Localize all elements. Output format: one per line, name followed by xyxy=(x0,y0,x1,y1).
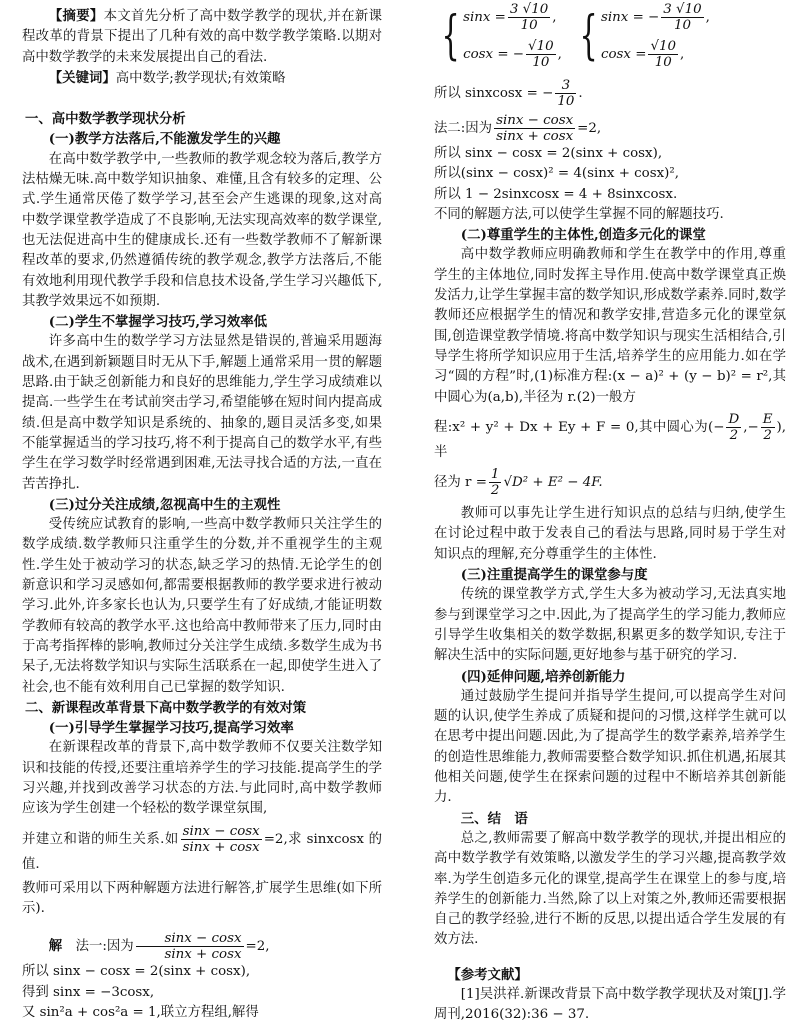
subsection-2-2-title: (二)尊重学生的主体性,创造多元化的课堂 xyxy=(460,227,706,244)
method-1-step-1: 所以 sinx − cosx = 2(sinx + cosx), xyxy=(22,964,251,980)
subsection-2-4-paragraph: 通过鼓励学生提问并指导学生提问,可以提高学生对问题的认识,使学生养成了质疑和提问的习惯,这样学生就可以在思考中提出问题.因此,为了提高学生的数学素养,培养学生的创造性思维能力,教师需要整合数学知识.抓住机遇,拓展其他相关问题,使学生在探索问题的过程中不断培养其创新能力. xyxy=(434,688,786,806)
left-brace: { xyxy=(579,6,598,66)
keywords-label: 【关键词】 xyxy=(48,69,116,86)
fraction-numerator: sinx − cosx xyxy=(496,113,574,128)
fraction-sc-problem xyxy=(181,824,262,855)
sys2-sin-label: sinx = − xyxy=(600,10,660,25)
system-rows xyxy=(463,2,562,70)
subsection-1-2-title: (二)学生不掌握学习技巧,学习效率低 xyxy=(48,314,267,331)
circle-radius-root: √D² + E² − 4F. xyxy=(503,475,603,491)
method-1-eq: =2, xyxy=(245,939,270,955)
keywords xyxy=(22,68,382,89)
fraction-root10 xyxy=(648,39,678,70)
fraction-d-over-2 xyxy=(726,412,741,443)
method-2-step-3: 所以 1 − 2sinxcosx = 4 + 8sinxcosx. xyxy=(434,186,678,202)
comma: , xyxy=(680,47,685,62)
subsection-2-4-title: (四)延伸问题,培养创新能力 xyxy=(460,668,626,685)
system-rows xyxy=(601,2,710,70)
fraction-numerator: 1 xyxy=(490,467,500,483)
example-problem-line xyxy=(22,824,382,875)
method-2-step-2: 所以(sinx − cosx)² = 4(sinx + cosx)², xyxy=(434,166,680,182)
fraction-e-over-2 xyxy=(761,412,775,443)
period: . xyxy=(578,86,583,101)
circle-general-lead: 程:x² + y² + Dx + Ey + F = 0,其中圆心为 xyxy=(434,419,709,435)
subsection-2-1-paragraph: 在新课程改革的背景下,高中数学教师不仅要关注数学知识和技能的传授,还要注重培养学生的学习技能.提高学生的学习兴趣,并找到改善学习状态的方法.与此同时,高中数学教师应该为学生创建一个轻松的数学课堂氛围, xyxy=(22,740,382,817)
left-brace: { xyxy=(441,6,460,66)
fraction-denominator: sinx + cosx xyxy=(496,129,574,144)
system-1-row-2 xyxy=(463,39,562,70)
circle-general-tail: ,半 xyxy=(434,419,786,460)
subsection-2-1-title: (一)引导学生掌握学习技巧,提高学习效率 xyxy=(48,720,294,737)
method-2-line xyxy=(434,113,786,144)
section-1-title: 一、高中数学教学现状分析 xyxy=(25,111,186,128)
fraction-numerator: 3 xyxy=(555,78,576,94)
fraction-denominator: sinx + cosx xyxy=(164,947,242,963)
solution-label: 解 xyxy=(48,938,63,955)
fraction-numerator: 3 √10 xyxy=(663,2,702,17)
example-problem-lead: 并建立和谐的师生关系.如 xyxy=(22,831,179,847)
section-3-title: 三、结 语 xyxy=(460,810,528,827)
subsection-2-1-paragraph-2: 教师可采用以下两种解题方法进行解答,扩展学生思维(如下所示). xyxy=(22,880,382,917)
comma: , xyxy=(557,47,562,62)
abstract-label: 【摘要】 xyxy=(48,8,104,24)
comma: , xyxy=(705,10,710,25)
abstract xyxy=(22,6,382,68)
fraction-numerator: D xyxy=(728,411,740,427)
method-2-label: 法二:因为 xyxy=(434,121,493,136)
fraction-3-over-10 xyxy=(555,78,576,109)
method-2-step-4: 不同的解题方法,可以使学生掌握不同的解题技巧. xyxy=(434,206,724,222)
fraction-denominator: 10 xyxy=(673,18,691,33)
fraction-3root10 xyxy=(661,2,703,33)
product-result-lead: 所以 sinxcosx = − xyxy=(434,86,554,101)
equation-systems xyxy=(434,2,786,70)
fraction-denominator: 10 xyxy=(654,55,672,70)
method-1-step-3: 又 sin²a + cos²a = 1,联立方程组,解得 xyxy=(22,1005,259,1021)
method-2-eq: =2, xyxy=(577,121,602,136)
equation-system-2 xyxy=(572,2,710,70)
subsection-2-2-paragraph: 高中数学教师应明确教师和学生在教学中的作用,尊重学生的主体地位,同时发挥主导作用.使高中数学课堂真正焕发活力,让学生掌握丰富的数学知识,形成数学素养.同时,数学教师还应根据学生的情况和教学安排,营造多元化的课堂氛围,创造课堂教学情境.将高中数学知识与现实生活相结合,引导学生将所学知识应用于生活,培养学生的应用能力.如在学习“圆的方程”时,(1)标准方程:(x − a)² + (y − b)² = r²,其中圆心为(a,b),半径为 r.(2)一般方 xyxy=(434,247,786,405)
references-title: 【参考文献】 xyxy=(447,966,528,983)
subsection-2-3-paragraph: 传统的课堂教学方式,学生大多为被动学习,无法真实地参与到课堂学习之中.因此,为了提高学生的学习能力,教师应引导学生收集相关的数学数据,积累更多的数学知识,专注于解决生活中的实际问题,更好地参与基于研究的学习. xyxy=(434,587,786,664)
fraction-one-half xyxy=(489,467,502,498)
fraction-denominator: sinx + cosx xyxy=(182,839,260,855)
circle-radius-lead: 径为 r = xyxy=(434,475,487,491)
section-2-title: 二、新课程改革背景下高中数学教学的有效对策 xyxy=(25,699,307,716)
right-column xyxy=(434,0,786,1026)
fraction-numerator: √10 xyxy=(528,39,554,54)
fraction-denominator: 2 xyxy=(729,427,739,443)
method-1-line xyxy=(22,931,382,962)
fraction-3root10 xyxy=(508,2,550,33)
sys1-cos-label: cosx = − xyxy=(463,47,525,62)
fraction-denominator: 10 xyxy=(532,55,550,70)
fraction-sc-method1 xyxy=(136,931,244,962)
system-2-row-2 xyxy=(601,39,710,70)
subsection-2-3-title: (三)注重提高学生的课堂参与度 xyxy=(460,567,648,584)
left-column xyxy=(22,0,382,1023)
method-1-label: 法一:因为 xyxy=(75,939,134,955)
circle-radius-line xyxy=(434,467,786,498)
equation-system-1 xyxy=(434,2,562,70)
subsection-1-3-title: (三)过分关注成绩,忽视高中生的主观性 xyxy=(48,496,281,513)
sys2-cos-label: cosx = xyxy=(600,47,647,62)
method-2-step-1: 所以 sinx − cosx = 2(sinx + cosx), xyxy=(434,146,663,161)
subsection-1-1-paragraph: 在高中数学教学中,一些教师的教学观念较为落后,教学方法枯燥无味.高中数学知识抽象、难懂,且含有较多的定理、公式.学生通常厌倦了数学学习,甚至会产生逃课的现象,这对高中数学课堂教学造成了不良影响,无法实现高效率的数学课堂,也无法促进高中生的健康成长.还有一些数学教师不了解新课程改革的要求,仍然遵循传统的教学观念,教学方法落后,不能有效地利用现代教学手段和信息技术设备,学生学习兴趣低下,其教学效果远不如预期. xyxy=(22,151,382,309)
fraction-root10 xyxy=(526,39,556,70)
fraction-denominator: 10 xyxy=(557,94,575,109)
fraction-numerator: sinx − cosx xyxy=(182,823,260,839)
abstract-text: 本文首先分析了高中数学教学的现状,并在新课程改革的背景下提出了几种有效的高中数学教学策略.以期对高中数学教学的未来发展提出自己的看法. xyxy=(22,9,382,65)
circle-general-line: 程:x² + y² + Dx + Ey + F = 0,其中圆心为(− $\frac{D}{2}$ ,− $\frac{E}{2}$ ),半 xyxy=(434,411,786,460)
fraction-numerator: E xyxy=(762,411,773,427)
section-3-paragraph: 总之,教师需要了解高中数学教学的现状,并提出相应的高中数学教学有效策略,以激发学生的学习兴趣,提高教学效率.为学生创造多元化的课堂,提高学生在课堂上的参与度,培养学生的创新能力.当然,除了以上对策之外,教师还需要根据自己的教学经验,进行不断的反思,以提出适合学生发展的有效方法. xyxy=(434,830,786,948)
reference-1: [1]吴洪祥.新课改背景下高中数学教学现状及对策[J].学周刊,2016(32):36 − 37. xyxy=(434,986,786,1023)
subsection-1-1-title: (一)教学方法落后,不能激发学生的兴趣 xyxy=(48,131,281,148)
subsection-2-2-paragraph-2: 教师可以事先让学生进行知识点的总结与归纳,使学生在讨论过程中敢于发表自己的看法与思路,同时易于学生对知识点的理解,充分尊重学生的主体性. xyxy=(434,506,786,562)
fraction-denominator: 2 xyxy=(763,427,772,443)
method-1-step-2: 得到 sinx = −3cosx, xyxy=(22,984,155,1000)
fraction-numerator: √10 xyxy=(650,39,677,54)
fraction-numerator: 3 √10 xyxy=(509,2,549,17)
product-result-line xyxy=(434,78,786,109)
fraction-denominator: 2 xyxy=(490,483,500,499)
keywords-text: 高中数学;教学现状;有效策略 xyxy=(115,70,286,86)
fraction-sc-method2 xyxy=(494,113,575,144)
example-problem-tail: =2,求 sinxcosx 的值. xyxy=(22,831,383,872)
system-2-row-1 xyxy=(601,2,710,33)
subsection-1-2-paragraph: 许多高中生的数学学习方法显然是错误的,普遍采用题海战术,在遇到新颖题目时无从下手,解题上通常采用一贯的解题思路.由于缺乏创新能力和良好的思维能力,学生学习成绩难以提高.一些学生在考试前突击学习,希望能够在短时间内提高成绩.但是高中数学知识是系统的、抽象的,题目灵活多变,如果不能掌握适当的学习技巧,将不利于提高自己的数学水平,有些学生在学习数学时经常遇到困难,无法寻找合适的方法,一直在苦苦挣扎. xyxy=(22,334,382,492)
sys1-sin-label: sinx = xyxy=(463,10,506,25)
fraction-denominator: 10 xyxy=(520,18,538,33)
subsection-1-3-paragraph: 受传统应试教育的影响,一些高中数学教师只关注学生的数学成绩.数学教师只注重学生的分数,并不重视学生的主观性.学生处于被动学习的状态,缺乏学习的热情.无论学生的创新意识和学习灵感如何,都需要根据教师的教学要求进行被动学习.此外,许多家长也认为,只要学生有了好成绩,才能证明数学教师有较高的教学水平.这也给高中教师带来了压力,同时由于高考指挥棒的影响,教师过分关注学生成绩.多数学生成为书呆子,无法将数学知识与实际生活联系在一起,即使学生进入了社会,也不能有效利用自己已掌握的数学知识. xyxy=(22,517,382,695)
comma: , xyxy=(552,10,557,25)
fraction-numerator: sinx − cosx xyxy=(136,931,244,947)
system-1-row-1 xyxy=(463,2,562,33)
